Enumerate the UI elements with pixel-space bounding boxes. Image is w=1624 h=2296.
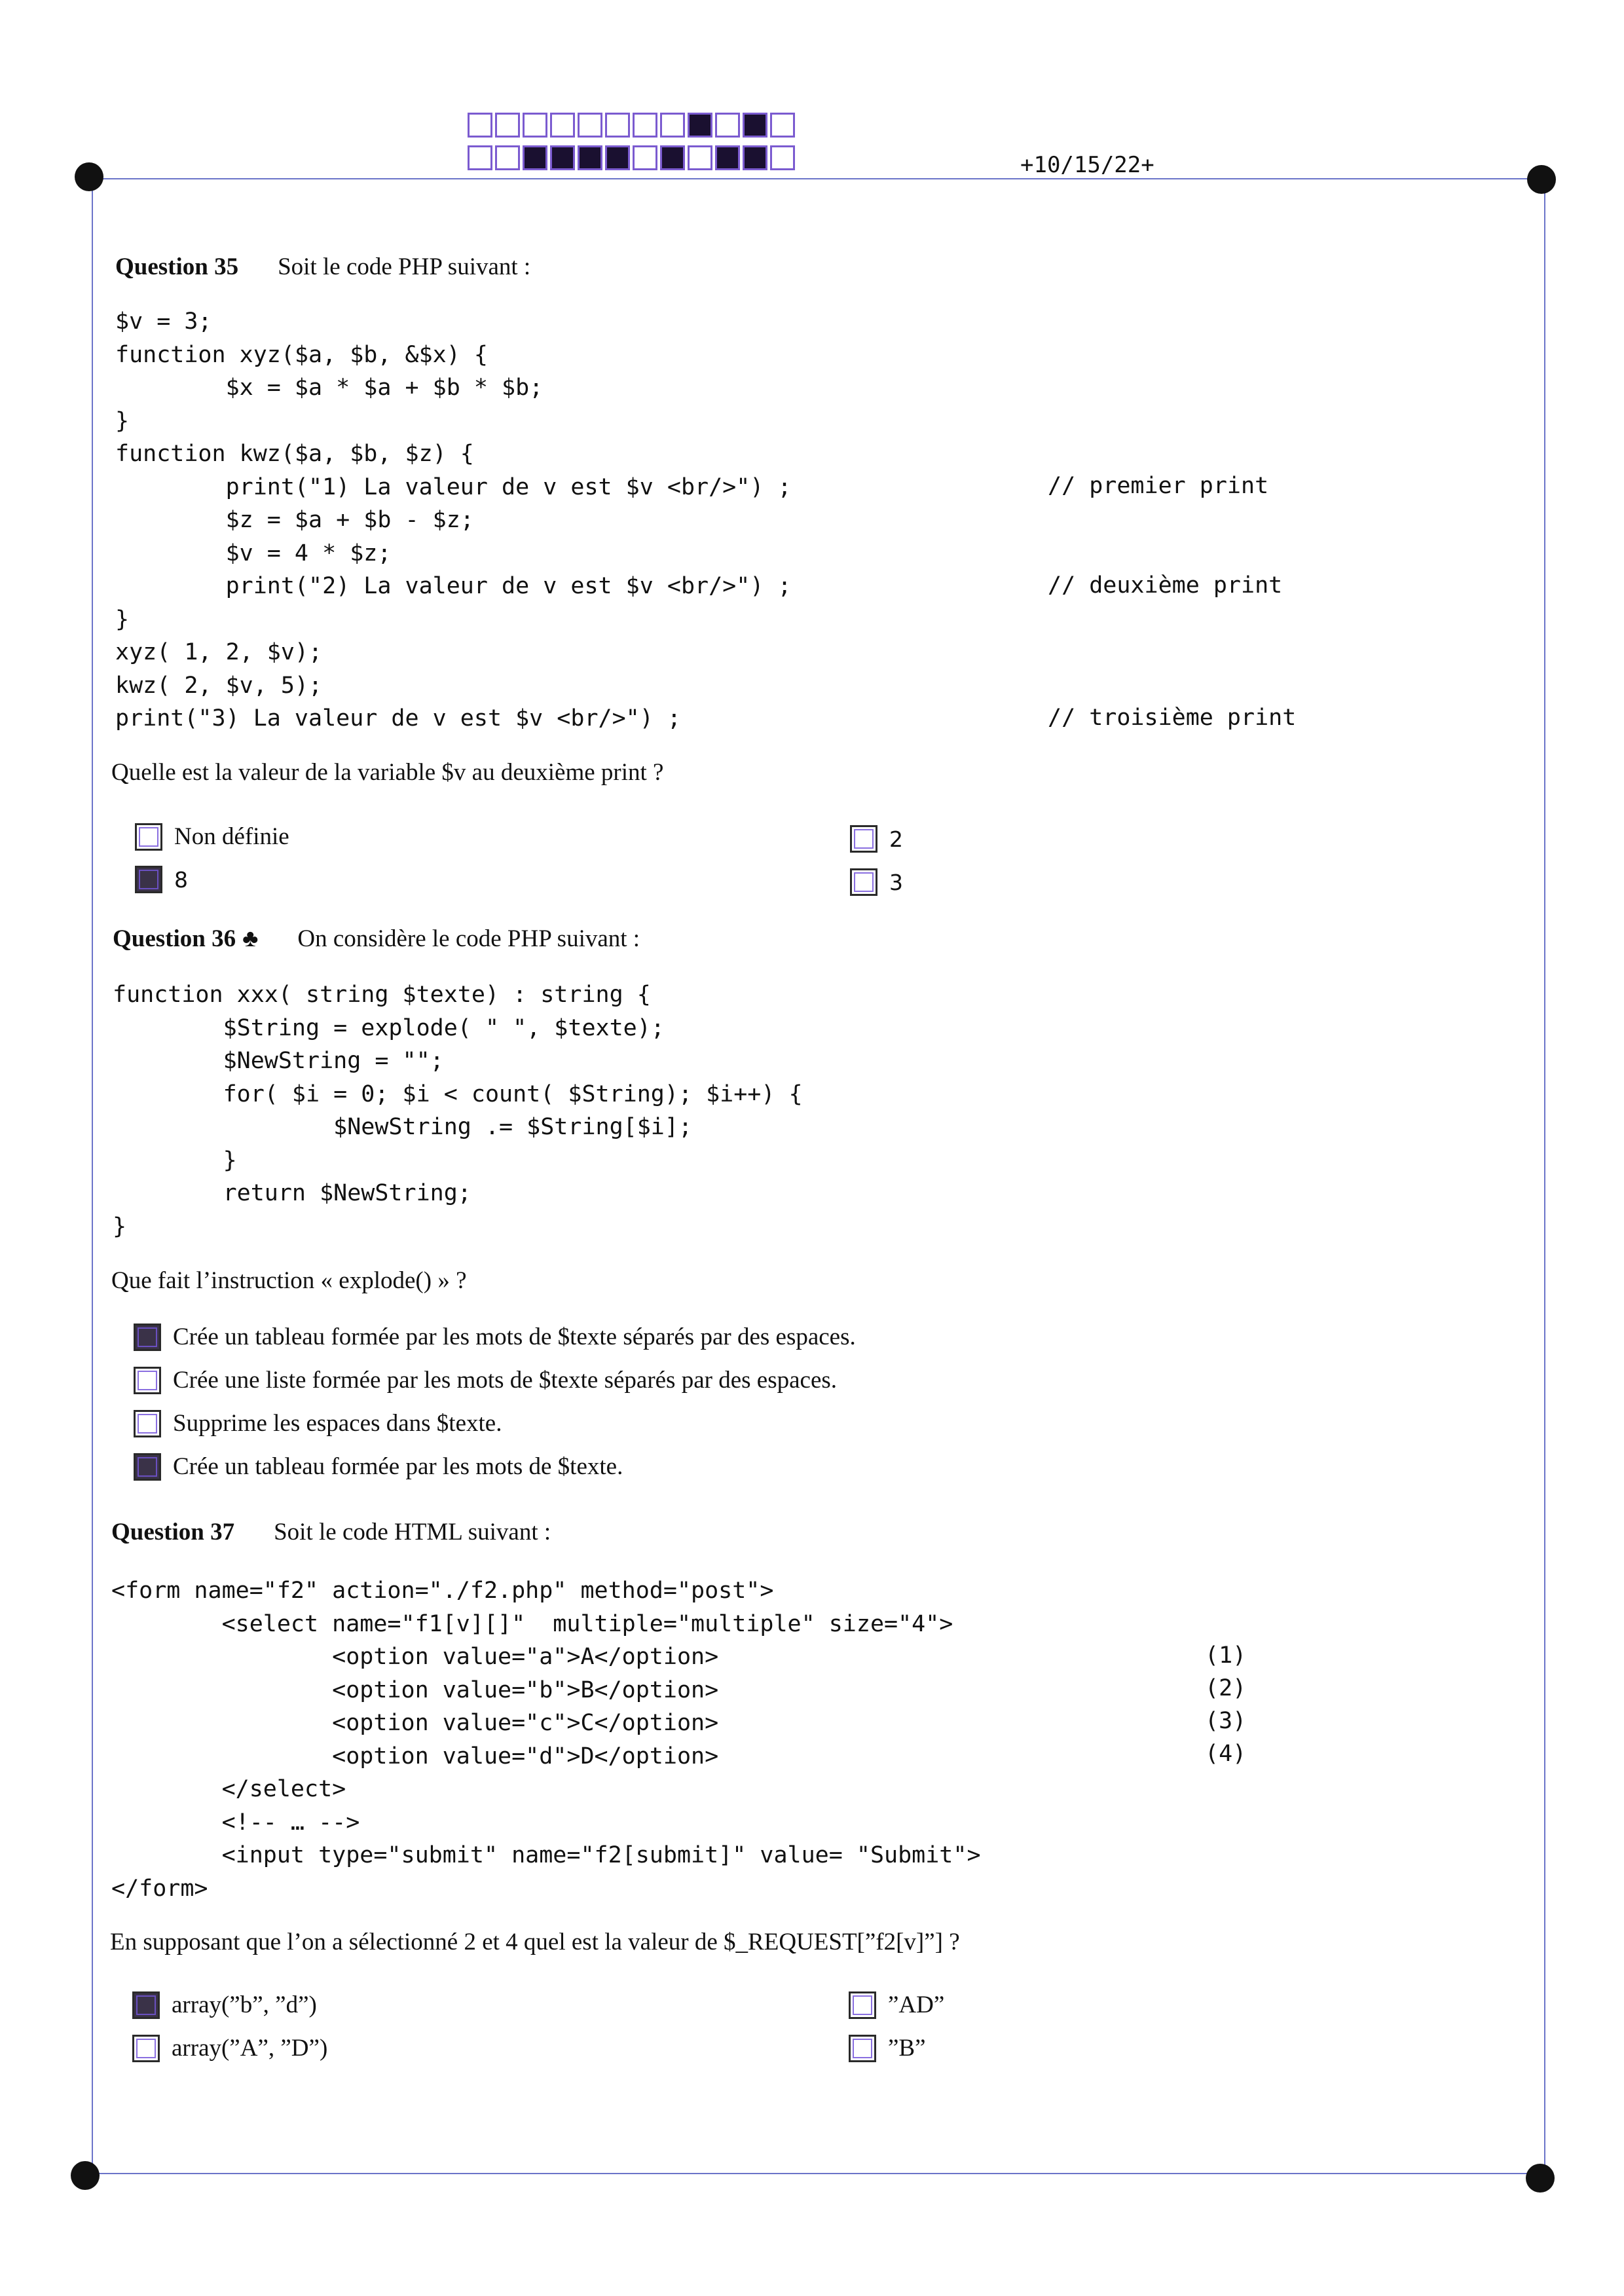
- id-code-cell: [743, 113, 767, 138]
- id-code-cell: [578, 145, 602, 170]
- frame-top-border: [92, 178, 1545, 179]
- question-number: Question 36 ♣: [113, 925, 259, 952]
- question-intro: Soit le code HTML suivant :: [274, 1519, 551, 1546]
- comment-deuxieme-print: // deuxième print: [1048, 572, 1283, 599]
- question-37-header: [111, 1518, 551, 1546]
- id-code-cell: [495, 145, 520, 170]
- corner-mark-bottom-right: [1526, 2164, 1555, 2193]
- id-code-cell: [605, 113, 630, 138]
- page-id: +10/15/22+: [1020, 152, 1154, 178]
- checkbox[interactable]: [135, 823, 162, 851]
- question-37-prompt: En supposant que l’on a sélectionné 2 et 4 quel est la valeur de $_REQUEST[”f2[v]”] ?: [110, 1929, 960, 1955]
- checkbox[interactable]: [134, 1324, 161, 1351]
- q37-option-B[interactable]: ”B”: [849, 2034, 926, 2062]
- question-36-code: function xxx( string $texte) : string { $String = explode( " ", $texte); $NewString = ""; for( $i = 0; $i < count( $String); $i++) { $NewString .= $String[$i]; } return $NewString; }: [113, 982, 803, 1240]
- checkbox[interactable]: [135, 866, 162, 893]
- checkbox[interactable]: [134, 1367, 161, 1394]
- corner-mark-bottom-left: [71, 2161, 100, 2190]
- id-code-cell: [605, 145, 630, 170]
- club-icon: ♣: [242, 925, 259, 952]
- q36-option-3[interactable]: Supprime les espaces dans $texte.: [134, 1409, 502, 1437]
- frame-left-border: [92, 178, 93, 2173]
- checkbox[interactable]: [132, 2035, 160, 2062]
- line-number-2: (2): [1205, 1675, 1247, 1701]
- id-code-cell: [715, 145, 740, 170]
- comment-premier-print: // premier print: [1048, 473, 1269, 499]
- id-code-cell: [633, 113, 657, 138]
- id-code-row-2: [468, 145, 795, 170]
- checkbox[interactable]: [132, 1991, 160, 2019]
- q37-option-array-A-D[interactable]: array(”A”, ”D”): [132, 2034, 327, 2062]
- question-number: Question 37: [111, 1519, 235, 1546]
- checkbox[interactable]: [849, 1991, 876, 2019]
- id-code-cell: [688, 145, 712, 170]
- q35-option-8[interactable]: 8: [135, 866, 188, 893]
- question-36-prompt: Que fait l’instruction « explode() » ?: [111, 1267, 467, 1294]
- id-code-cell: [550, 113, 575, 138]
- corner-mark-top-right: [1527, 165, 1556, 194]
- question-35-header: [115, 253, 530, 281]
- id-code-cell: [660, 145, 685, 170]
- checkbox[interactable]: [134, 1410, 161, 1437]
- corner-mark-top-left: [75, 162, 103, 191]
- question-37-code: <form name="f2" action="./f2.php" method="post"> <select name="f1[v][]" multiple="multiple" size="4"> <option value="a">A</option> <option value="b">B</option> <option value="c">C</option> <option value="d">D</option> </select> <!-- … --> <input type="submit" name="f2[submit]" value= "Submit"> </form>: [111, 1578, 981, 1902]
- q35-option-3[interactable]: 3: [850, 868, 903, 896]
- q36-option-1[interactable]: Crée un tableau formée par les mots de $texte séparés par des espaces.: [134, 1323, 856, 1351]
- q37-option-AD[interactable]: ”AD”: [849, 1991, 944, 2019]
- comment-troisieme-print: // troisième print: [1048, 705, 1297, 731]
- question-36-header: [113, 925, 640, 953]
- id-code-cell: [770, 113, 795, 138]
- checkbox[interactable]: [134, 1453, 161, 1481]
- id-code-cell: [495, 113, 520, 138]
- checkbox[interactable]: [849, 2035, 876, 2062]
- id-code-cell: [633, 145, 657, 170]
- id-code-cell: [743, 145, 767, 170]
- line-number-1: (1): [1205, 1642, 1247, 1669]
- id-code-cell: [660, 113, 685, 138]
- question-number: Question 35: [115, 253, 239, 280]
- question-35-prompt: Quelle est la valeur de la variable $v au deuxième print ?: [111, 759, 664, 786]
- checkbox[interactable]: [850, 825, 877, 853]
- id-code-cell: [578, 113, 602, 138]
- q36-option-4[interactable]: Crée un tableau formée par les mots de $texte.: [134, 1453, 623, 1481]
- checkbox[interactable]: [850, 868, 877, 896]
- id-code-cell: [550, 145, 575, 170]
- id-code-cell: [715, 113, 740, 138]
- id-code-cell: [688, 113, 712, 138]
- question-intro: Soit le code PHP suivant :: [278, 253, 531, 280]
- id-code-cell: [770, 145, 795, 170]
- question-35-code: $v = 3; function xyz($a, $b, &$x) { $x = $a * $a + $b * $b; } function kwz($a, $b, $z) { print("1) La valeur de v est $v <br/>") ; $z = $a + $b - $z; $v = 4 * $z; print("2) La valeur de v est $v <br/>") ; } xyz( 1, 2, $v); kwz( 2, $v, 5); print("3) La valeur de v est $v <br/>") ;: [115, 308, 792, 731]
- id-code-cell: [523, 113, 547, 138]
- line-number-3: (3): [1205, 1708, 1247, 1734]
- q36-option-2[interactable]: Crée une liste formée par les mots de $texte séparés par des espaces.: [134, 1366, 837, 1394]
- q35-option-2[interactable]: 2: [850, 825, 903, 853]
- id-code-cell: [523, 145, 547, 170]
- q35-option-non-definie[interactable]: Non définie: [135, 823, 289, 851]
- q37-option-array-b-d[interactable]: array(”b”, ”d”): [132, 1991, 317, 2019]
- id-code-cell: [468, 113, 492, 138]
- frame-right-border: [1544, 178, 1545, 2173]
- question-intro: On considère le code PHP suivant :: [297, 925, 640, 952]
- line-number-4: (4): [1205, 1741, 1247, 1767]
- id-code-row-1: [468, 113, 795, 138]
- id-code-cell: [468, 145, 492, 170]
- frame-bottom-border: [92, 2173, 1545, 2174]
